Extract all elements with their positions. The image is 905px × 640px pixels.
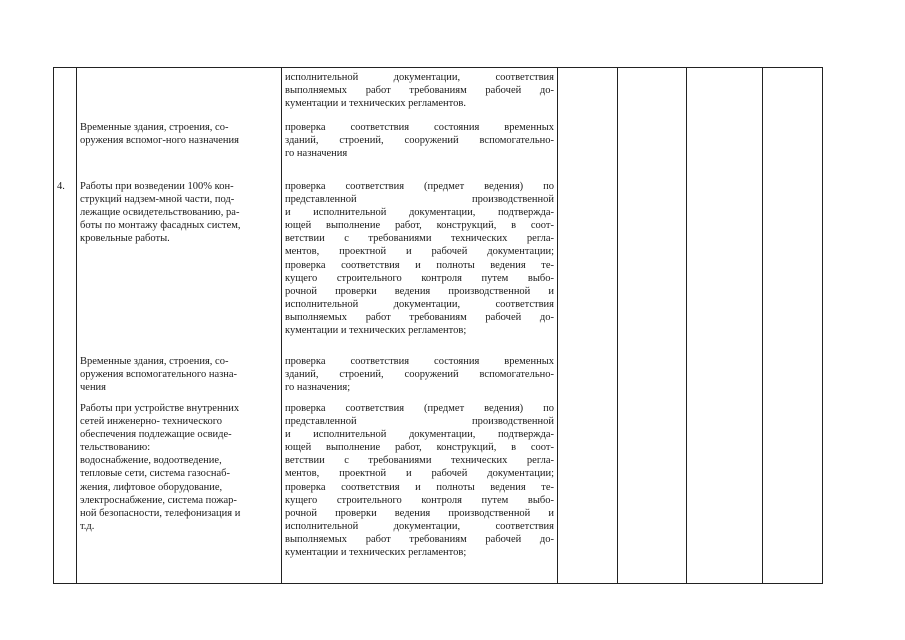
check-text-line: проверка соответствия (предмет ведения) по bbox=[285, 181, 554, 192]
check-text-line: проверка соответствия и полноты ведения те- bbox=[285, 259, 554, 271]
check-text-line: ющей выполнение работ, конструкций, в соот- bbox=[285, 442, 554, 454]
row-number-4: 4. bbox=[57, 181, 65, 192]
check-text-line: представленной производственной bbox=[285, 416, 554, 428]
check-text-line: проверка соответствия и полноты ведения те- bbox=[285, 481, 554, 493]
work-cell-row-4 bbox=[80, 402, 278, 533]
check-text-line: и исполнительной документации, подтвержда- bbox=[285, 429, 554, 441]
work-text-line: Временные здания, строения, со- bbox=[80, 122, 229, 133]
work-text-line: Временные здания, строения, со- bbox=[80, 356, 229, 367]
check-text-line: рочной проверки ведения производственной и bbox=[285, 507, 554, 519]
work-text-line: электроснабжение, система пожар- bbox=[80, 494, 237, 506]
check-cell-row-3 bbox=[285, 355, 554, 394]
check-text-line: го назначения; bbox=[285, 382, 351, 394]
check-text-line: кументации и технических регламентов. bbox=[285, 98, 466, 110]
check-text-line: выполняемых работ требованиям рабочей до- bbox=[285, 85, 554, 97]
table-bottom-border bbox=[53, 583, 823, 584]
check-text-line: ментов, проектной и рабочей документации; bbox=[285, 468, 554, 480]
work-cell-row-2 bbox=[80, 180, 278, 245]
check-text-line: кументации и технических регламентов; bbox=[285, 547, 467, 559]
work-text-line: водоснабжение, водоотведение, bbox=[80, 455, 222, 467]
check-text-line: выполняемых работ требованиям рабочей до- bbox=[285, 311, 554, 323]
check-cell-row-1 bbox=[285, 121, 554, 160]
work-text-line: струкций надзем-мной части, под- bbox=[80, 194, 235, 206]
check-cell-row-2 bbox=[285, 180, 554, 337]
check-text-line: ветствии с требованиями технических регла- bbox=[285, 455, 554, 467]
work-text-line: жения, лифтовое оборудование, bbox=[80, 481, 223, 493]
check-text-line: кущего строительного контроля путем выбо- bbox=[285, 494, 554, 506]
check-cell-row-0 bbox=[285, 71, 554, 110]
work-cell-row-3 bbox=[80, 355, 278, 394]
check-text-line: ющей выполнение работ, конструкций, в соот- bbox=[285, 220, 554, 232]
check-text-line: проверка соответствия состояния временных bbox=[285, 122, 554, 133]
check-cell-row-4 bbox=[285, 402, 554, 559]
table-top-border bbox=[53, 67, 823, 68]
check-text-line: зданий, строений, сооружений вспомогательно- bbox=[285, 369, 554, 381]
check-text-line: исполнительной документации, соответствия bbox=[285, 72, 554, 83]
column-divider-number bbox=[76, 67, 77, 584]
work-text-line: сетей инженерно- технического bbox=[80, 416, 223, 428]
column-divider-6 bbox=[686, 67, 687, 584]
check-text-line: исполнительной документации, соответствия bbox=[285, 298, 554, 310]
check-text-line: зданий, строений, сооружений вспомогательно- bbox=[285, 135, 554, 147]
check-text-line: ветствии с требованиями технических регла- bbox=[285, 233, 554, 245]
work-text-line: т.д. bbox=[80, 520, 95, 532]
work-text-line: Работы при возведении 100% кон- bbox=[80, 181, 234, 192]
check-text-line: рочной проверки ведения производственной и bbox=[285, 285, 554, 297]
work-text-line: Работы при устройстве внутренних bbox=[80, 403, 240, 414]
work-text-line: обеспечения подлежащие освиде- bbox=[80, 429, 232, 441]
work-text-line: ной безопасности, телефонизация и bbox=[80, 507, 241, 519]
column-divider-check bbox=[557, 67, 558, 584]
work-text-line: оружения вспомог-ного назначения bbox=[80, 135, 239, 147]
table-border-right bbox=[822, 67, 823, 584]
work-text-line: кровельные работы. bbox=[80, 233, 170, 245]
work-text-line: чения bbox=[80, 382, 107, 394]
check-text-line: кущего строительного контроля путем выбо- bbox=[285, 272, 554, 284]
check-text-line: и исполнительной документации, подтвержда- bbox=[285, 207, 554, 219]
work-text-line: оружения вспомогательного назна- bbox=[80, 369, 238, 381]
work-text-line: боты по монтажу фасадных систем, bbox=[80, 220, 241, 232]
column-divider-work bbox=[281, 67, 282, 584]
check-text-line: го назначения bbox=[285, 148, 348, 160]
work-cell-row-1 bbox=[80, 121, 278, 147]
work-text-line: тепловые сети, система газоснаб- bbox=[80, 468, 230, 480]
table-border-left bbox=[53, 67, 54, 584]
work-text-line: тельствованию: bbox=[80, 442, 151, 454]
work-text-line: лежащие освидетельствованию, ра- bbox=[80, 207, 240, 219]
check-text-line: кументации и технических регламентов; bbox=[285, 325, 467, 337]
check-text-line: проверка соответствия (предмет ведения) по bbox=[285, 403, 554, 414]
check-text-line: проверка соответствия состояния временных bbox=[285, 356, 554, 367]
column-divider-5 bbox=[617, 67, 618, 584]
check-text-line: ментов, проектной и рабочей документации; bbox=[285, 246, 554, 258]
check-text-line: выполняемых работ требованиям рабочей до- bbox=[285, 533, 554, 545]
column-divider-7 bbox=[762, 67, 763, 584]
check-text-line: представленной производственной bbox=[285, 194, 554, 206]
check-text-line: исполнительной документации, соответствия bbox=[285, 520, 554, 532]
